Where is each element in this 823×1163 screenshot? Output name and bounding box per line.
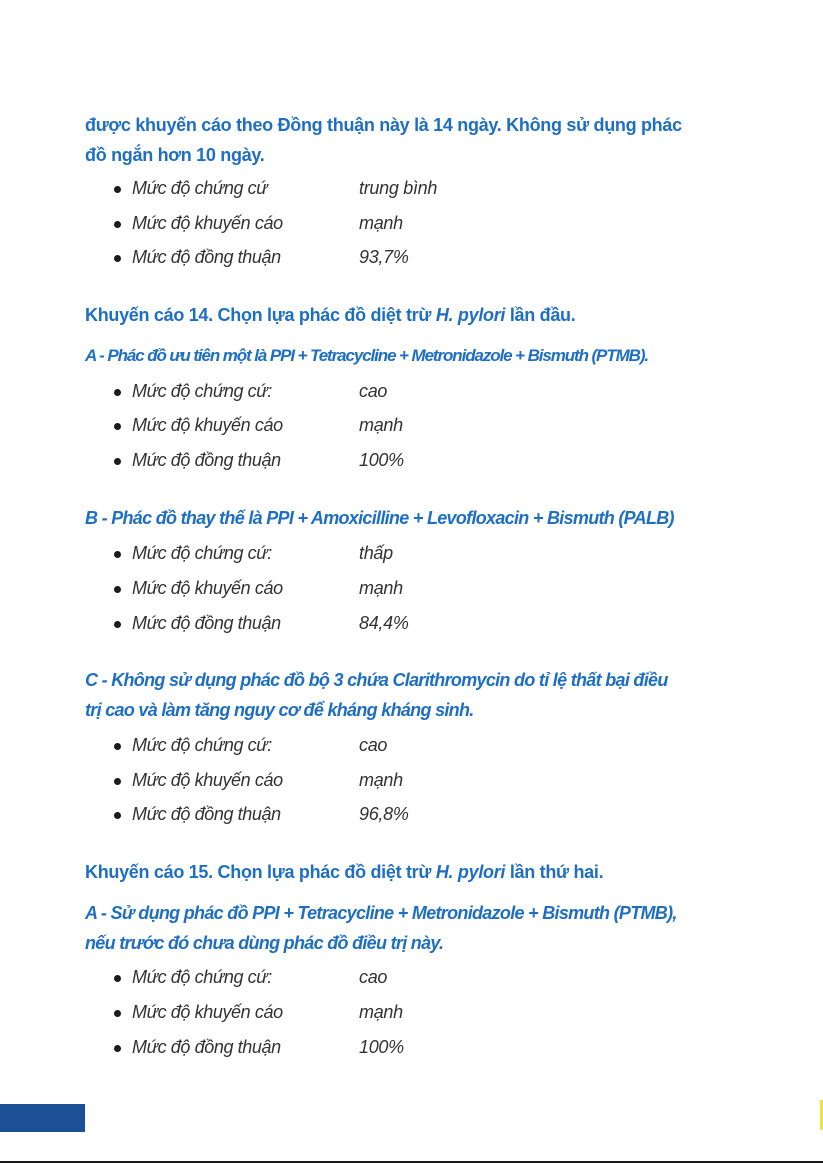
rec15-heading — [85, 857, 750, 887]
bullet-icon — [114, 1045, 121, 1052]
rating-consensus — [112, 611, 612, 635]
rating-label: Mức độ khuyến cáo — [132, 770, 283, 790]
rec15-a-line-1: A - Sử dụng phác đồ PPI + Tetracycline + Metronidazole + Bismuth (PTMB), — [85, 903, 677, 923]
rating-value: mạnh — [359, 770, 403, 790]
rating-value: 100% — [359, 1037, 404, 1057]
rating-recommendation — [112, 211, 612, 235]
rating-consensus — [112, 802, 612, 826]
rating-evidence — [112, 176, 612, 200]
rating-value: mạnh — [359, 213, 403, 233]
rec14-heading — [85, 300, 750, 330]
rating-value: mạnh — [359, 1002, 403, 1022]
rating-value: 93,7% — [359, 247, 409, 267]
rating-value: mạnh — [359, 578, 403, 598]
rating-value: cao — [359, 381, 388, 401]
rating-label: Mức độ chứng cứ: — [132, 967, 272, 987]
rec14-b-text: B - Phác đồ thay thế là PPI + Amoxicilline + Levofloxacin + Bismuth (PALB) — [85, 508, 674, 528]
rating-label: Mức độ khuyến cáo — [132, 415, 283, 435]
rating-value: 84,4% — [359, 613, 409, 633]
rec14-a-text: A - Phác đồ ưu tiên một là PPI + Tetracycline + Metronidazole + Bismuth (PTMB). — [85, 346, 649, 365]
rating-label: Mức độ đồng thuận — [132, 450, 281, 470]
rating-recommendation — [112, 1000, 612, 1024]
rating-value: thấp — [359, 543, 393, 563]
rec14-c-line-1: C - Không sử dụng phác đồ bộ 3 chứa Clarithromycin do tỉ lệ thất bại điều — [85, 670, 668, 690]
rating-value: 100% — [359, 450, 404, 470]
bullet-icon — [114, 389, 121, 396]
rating-label: Mức độ đồng thuận — [132, 1037, 281, 1057]
rating-value: mạnh — [359, 415, 403, 435]
rating-recommendation — [112, 768, 612, 792]
intro-line-1: được khuyến cáo theo Đồng thuận này là 14 ngày. Không sử dụng phác — [85, 115, 682, 135]
rating-label: Mức độ chứng cứ: — [132, 735, 272, 755]
intro-line-2: đồ ngắn hơn 10 ngày. — [85, 145, 265, 165]
rating-consensus — [112, 245, 612, 269]
rating-evidence — [112, 379, 612, 403]
rec15-a-text — [85, 898, 750, 958]
rec14-heading-suffix: lần đầu. — [505, 305, 576, 325]
rating-label: Mức độ đồng thuận — [132, 247, 281, 267]
intro-paragraph — [85, 110, 750, 170]
bullet-icon — [114, 975, 121, 982]
rec14-c-line-2: trị cao và làm tăng nguy cơ để kháng kháng sinh. — [85, 700, 474, 720]
bullet-icon — [114, 458, 121, 465]
bullet-icon — [114, 743, 121, 750]
rating-value: cao — [359, 735, 388, 755]
rating-label: Mức độ chứng cứ: — [132, 381, 272, 401]
rec14-heading-prefix: Khuyến cáo 14. Chọn lựa phác đồ diệt trừ — [85, 305, 436, 325]
bullet-icon — [114, 551, 121, 558]
rating-consensus — [112, 448, 612, 472]
rating-label: Mức độ đồng thuận — [132, 804, 281, 824]
rating-label: Mức độ chứng cứ — [132, 178, 268, 198]
rating-consensus — [112, 1035, 612, 1059]
rec14-c-text — [85, 665, 750, 725]
bullet-icon — [114, 812, 121, 819]
rating-label: Mức độ khuyến cáo — [132, 213, 283, 233]
rating-value: trung bình — [359, 178, 438, 198]
rating-label: Mức độ chứng cứ: — [132, 543, 272, 563]
bullet-icon — [114, 1010, 121, 1017]
bullet-icon — [114, 423, 121, 430]
rating-label: Mức độ khuyến cáo — [132, 578, 283, 598]
bullet-icon — [114, 221, 121, 228]
rating-value: cao — [359, 967, 388, 987]
rating-evidence — [112, 541, 612, 565]
footer-bar — [0, 1104, 85, 1132]
rec15-heading-prefix: Khuyến cáo 15. Chọn lựa phác đồ diệt trừ — [85, 862, 436, 882]
bullet-icon — [114, 186, 121, 193]
rating-value: 96,8% — [359, 804, 409, 824]
rec15-heading-suffix: lần thứ hai. — [505, 862, 604, 882]
rec15-organism: H. pylori — [435, 862, 506, 882]
bullet-icon — [114, 255, 121, 262]
rating-evidence — [112, 965, 612, 989]
bullet-icon — [114, 621, 121, 628]
rating-evidence — [112, 733, 612, 757]
rating-label: Mức độ khuyến cáo — [132, 1002, 283, 1022]
rec14-organism: H. pylori — [435, 305, 506, 325]
bullet-icon — [114, 586, 121, 593]
rating-recommendation — [112, 413, 612, 437]
rating-label: Mức độ đồng thuận — [132, 613, 281, 633]
rating-recommendation — [112, 576, 612, 600]
bullet-icon — [114, 778, 121, 785]
rec15-a-line-2: nếu trước đó chưa dùng phác đồ điều trị này. — [85, 933, 444, 953]
